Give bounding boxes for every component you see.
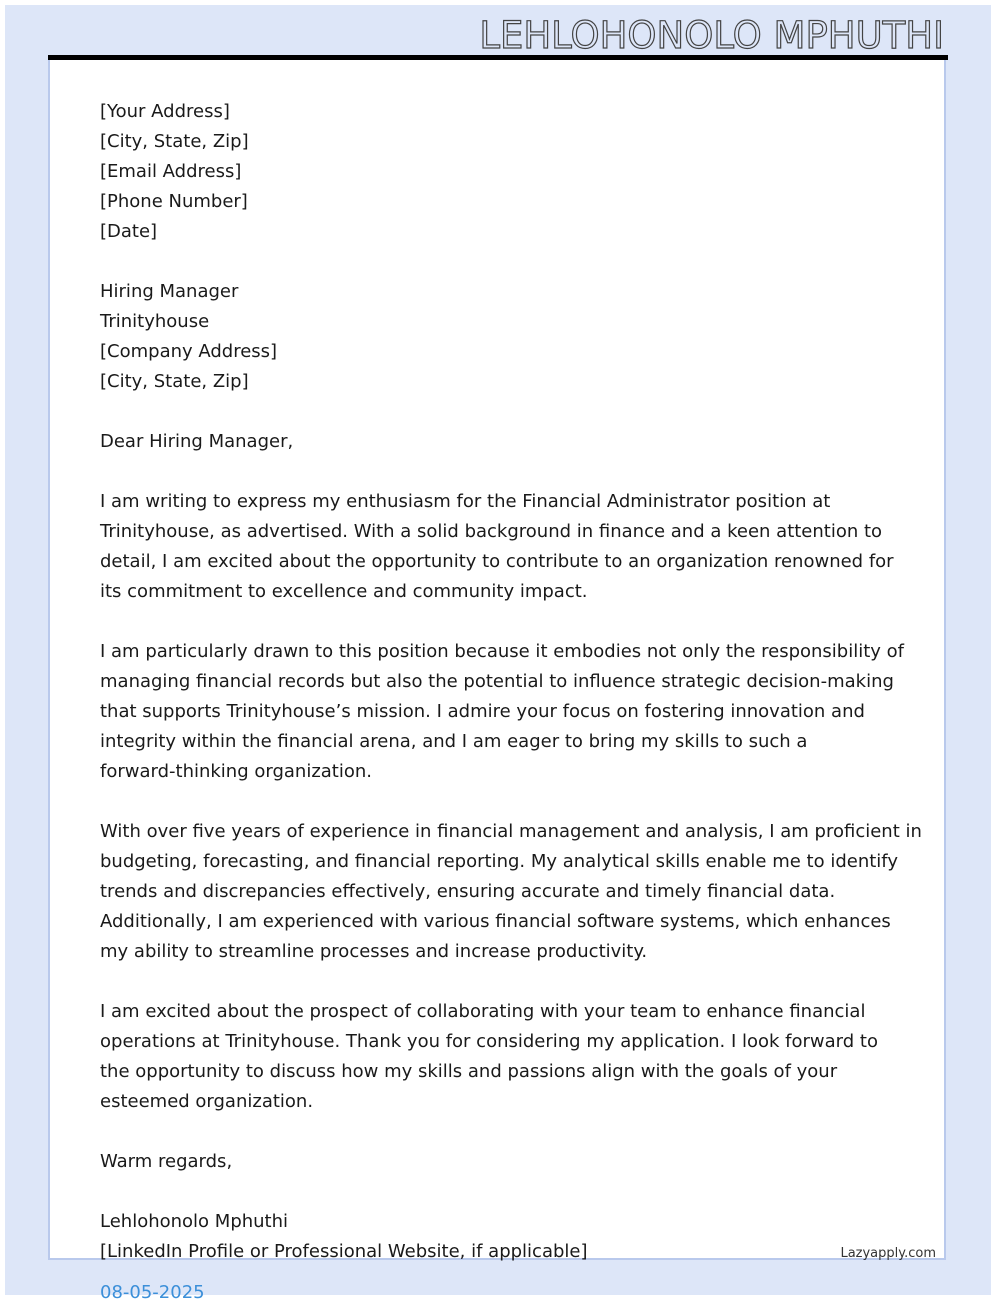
salutation: Dear Hiring Manager,	[100, 431, 294, 452]
paragraph-line: the opportunity to discuss how my skills and passions align with the goals of your	[100, 1061, 838, 1082]
paragraph-line: trends and discrepancies effectively, ensuring accurate and timely financial data.	[100, 881, 836, 902]
paragraph-line: Trinityhouse, as advertised. With a solid background in finance and a keen attention to	[100, 521, 883, 542]
paragraph-line: integrity within the financial arena, and I am eager to bring my skills to such a	[100, 731, 808, 752]
recipient-block	[100, 277, 900, 397]
watermark-text: Lazyapply.com	[840, 1246, 936, 1261]
sender-address: [Your Address]	[100, 101, 230, 122]
recipient-city-state-zip: [City, State, Zip]	[100, 371, 249, 392]
paragraph-4	[100, 997, 900, 1117]
paragraph-line: I am particularly drawn to this position because it embodies not only the responsibility of	[100, 641, 905, 662]
paragraph-line: I am writing to express my enthusiasm for the Financial Administrator position at	[100, 491, 831, 512]
paragraph-line: my ability to streamline processes and increase productivity.	[100, 941, 648, 962]
paragraph-3	[100, 817, 922, 967]
paragraph-line: esteemed organization.	[100, 1091, 314, 1112]
paragraph-line: I am excited about the prospect of collaborating with your team to enhance financial	[100, 1001, 866, 1022]
paragraph-line: With over five years of experience in financial management and analysis, I am proficient in	[100, 821, 922, 842]
paragraph-1	[100, 487, 900, 607]
cover-letter-body	[100, 97, 922, 1267]
paragraph-line: budgeting, forecasting, and financial reporting. My analytical skills enable me to identify	[100, 851, 898, 872]
header-name: LEHLOHONOLO MPHUTHI	[479, 14, 944, 57]
paragraph-line: its commitment to excellence and community impact.	[100, 581, 588, 602]
signature-link: [LinkedIn Profile or Professional Website, if applicable]	[100, 1241, 588, 1262]
paragraph-line: managing financial records but also the potential to influence strategic decision-making	[100, 671, 894, 692]
recipient-company: Trinityhouse	[100, 311, 210, 332]
sender-block	[100, 97, 900, 247]
sender-date: [Date]	[100, 221, 158, 242]
footer-date: 08-05-2025	[100, 1282, 205, 1303]
recipient-title: Hiring Manager	[100, 281, 239, 302]
signature-name: Lehlohonolo Mphuthi	[100, 1211, 289, 1232]
sender-city-state-zip: [City, State, Zip]	[100, 131, 249, 152]
closing: Warm regards,	[100, 1151, 233, 1172]
paragraph-line: Additionally, I am experienced with various financial software systems, which enhances	[100, 911, 891, 932]
paragraph-2	[100, 637, 905, 787]
sender-phone: [Phone Number]	[100, 191, 248, 212]
paragraph-line: that supports Trinityhouse’s mission. I admire your focus on fostering innovation and	[100, 701, 865, 722]
paragraph-line: forward-thinking organization.	[100, 761, 373, 782]
paragraph-line: detail, I am excited about the opportunity to contribute to an organization renowned for	[100, 551, 894, 572]
sender-email: [Email Address]	[100, 161, 242, 182]
paragraph-line: operations at Trinityhouse. Thank you for considering my application. I look forward to	[100, 1031, 878, 1052]
recipient-company-address: [Company Address]	[100, 341, 278, 362]
